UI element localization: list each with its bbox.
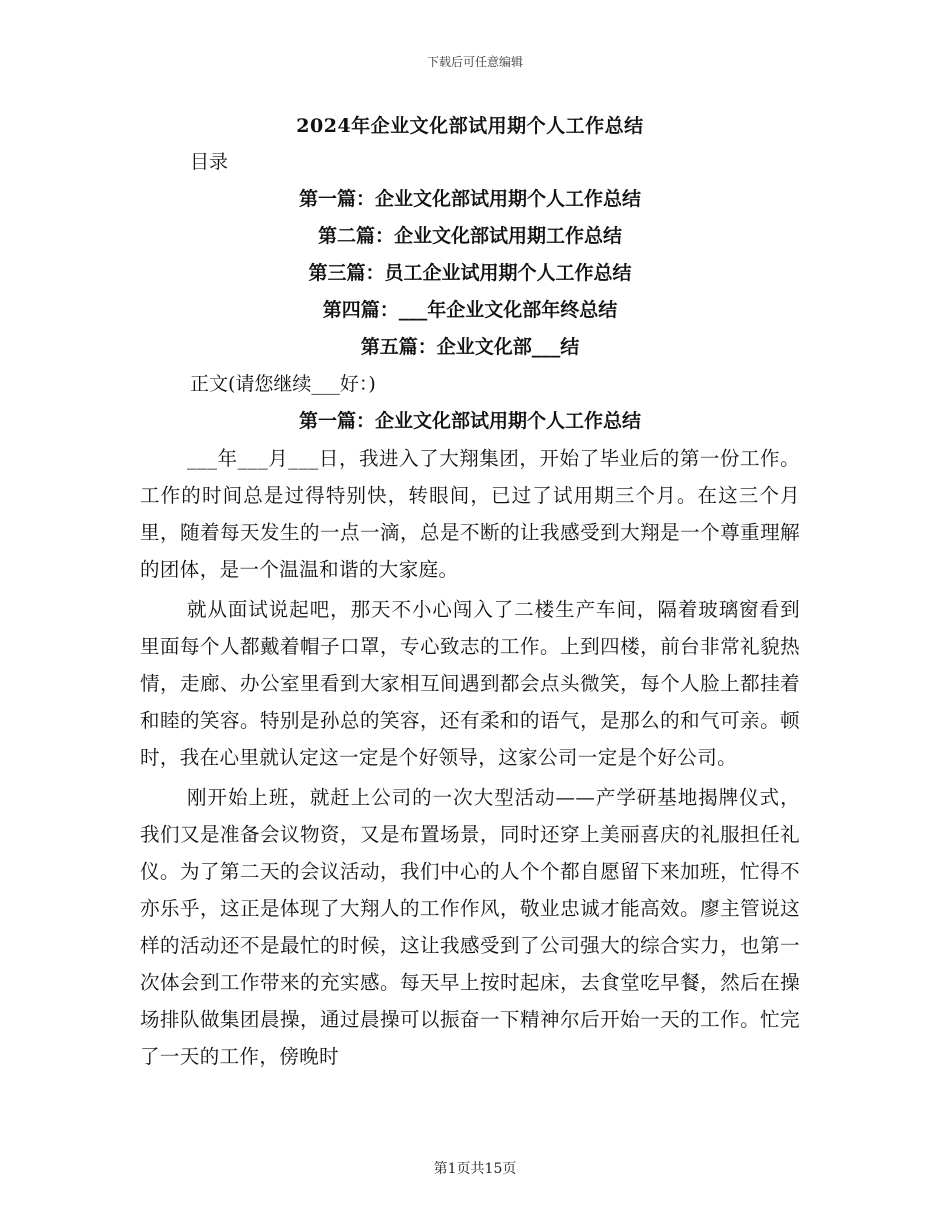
page-header-note: 下载后可任意编辑 [426, 55, 523, 69]
paragraph-1: ___年___月___日，我进入了大翔集团，开始了毕业后的第一份工作。工作的时间总是过得特别快，转眼间，已过了试用期三个月。在这三个月里，随着每天发生的一点一滴，总是不断的让我感受到大翔是一个尊重理解的团体，是一个温温和谐的大家庭。 [140, 447, 800, 581]
paragraph-2: 就从面试说起吧，那天不小心闯入了二楼生产车间，隔着玻璃窗看到里面每个人都戴着帽子口罩，专心致志的工作。上到四楼，前台非常礼貌热情，走廊、办公室里看到大家相互间遇到都会点头微笑，每个人脸上都挂着和睦的笑容。特别是孙总的笑容，还有柔和的语气，是那么的和气可亲。顿时，我在心里就认定这一定是个好领导，这家公司一定是个好公司。 [140, 598, 800, 769]
toc-item-1[interactable]: 第一篇：企业文化部试用期个人工作总结 [298, 188, 641, 210]
document-body [140, 108, 800, 1078]
toc-item-4[interactable]: 第四篇：___年企业文化部年终总结 [322, 299, 618, 321]
document-title: 2024年企业文化部试用期个人工作总结 [296, 115, 644, 137]
paragraph-3: 刚开始上班，就赶上公司的一次大型活动——产学研基地揭牌仪式，我们又是准备会议物资，又是布置场景，同时还穿上美丽喜庆的礼服担任礼仪。为了第二天的会议活动，我们中心的人个个都自愿留下来加班，忙得不亦乐乎，这正是体现了大翔人的工作作风，敬业忠诚才能高效。廖主管说这样的活动还不是最忙的时候，这让我感受到了公司强大的综合实力，也第一次体会到工作带来的充实感。每天早上按时起床，去食堂吃早餐，然后在操场排队做集团晨操，通过晨操可以振奋一下精神尔后开始一天的工作。忙完了一天的工作，傍晚时 [140, 786, 800, 1068]
toc-item-5[interactable]: 第五篇：企业文化部___结 [360, 336, 580, 358]
body-label: 正文(请您继续___好：) [190, 373, 376, 395]
table-of-contents [140, 181, 800, 366]
section-heading: 第一篇：企业文化部试用期个人工作总结 [298, 410, 641, 432]
toc-label: 目录 [190, 151, 229, 173]
toc-item-3[interactable]: 第三篇：员工企业试用期个人工作总结 [308, 262, 632, 284]
page-number: 第1页共15页 [433, 1161, 517, 1177]
toc-item-2[interactable]: 第二篇：企业文化部试用期工作总结 [317, 225, 622, 247]
